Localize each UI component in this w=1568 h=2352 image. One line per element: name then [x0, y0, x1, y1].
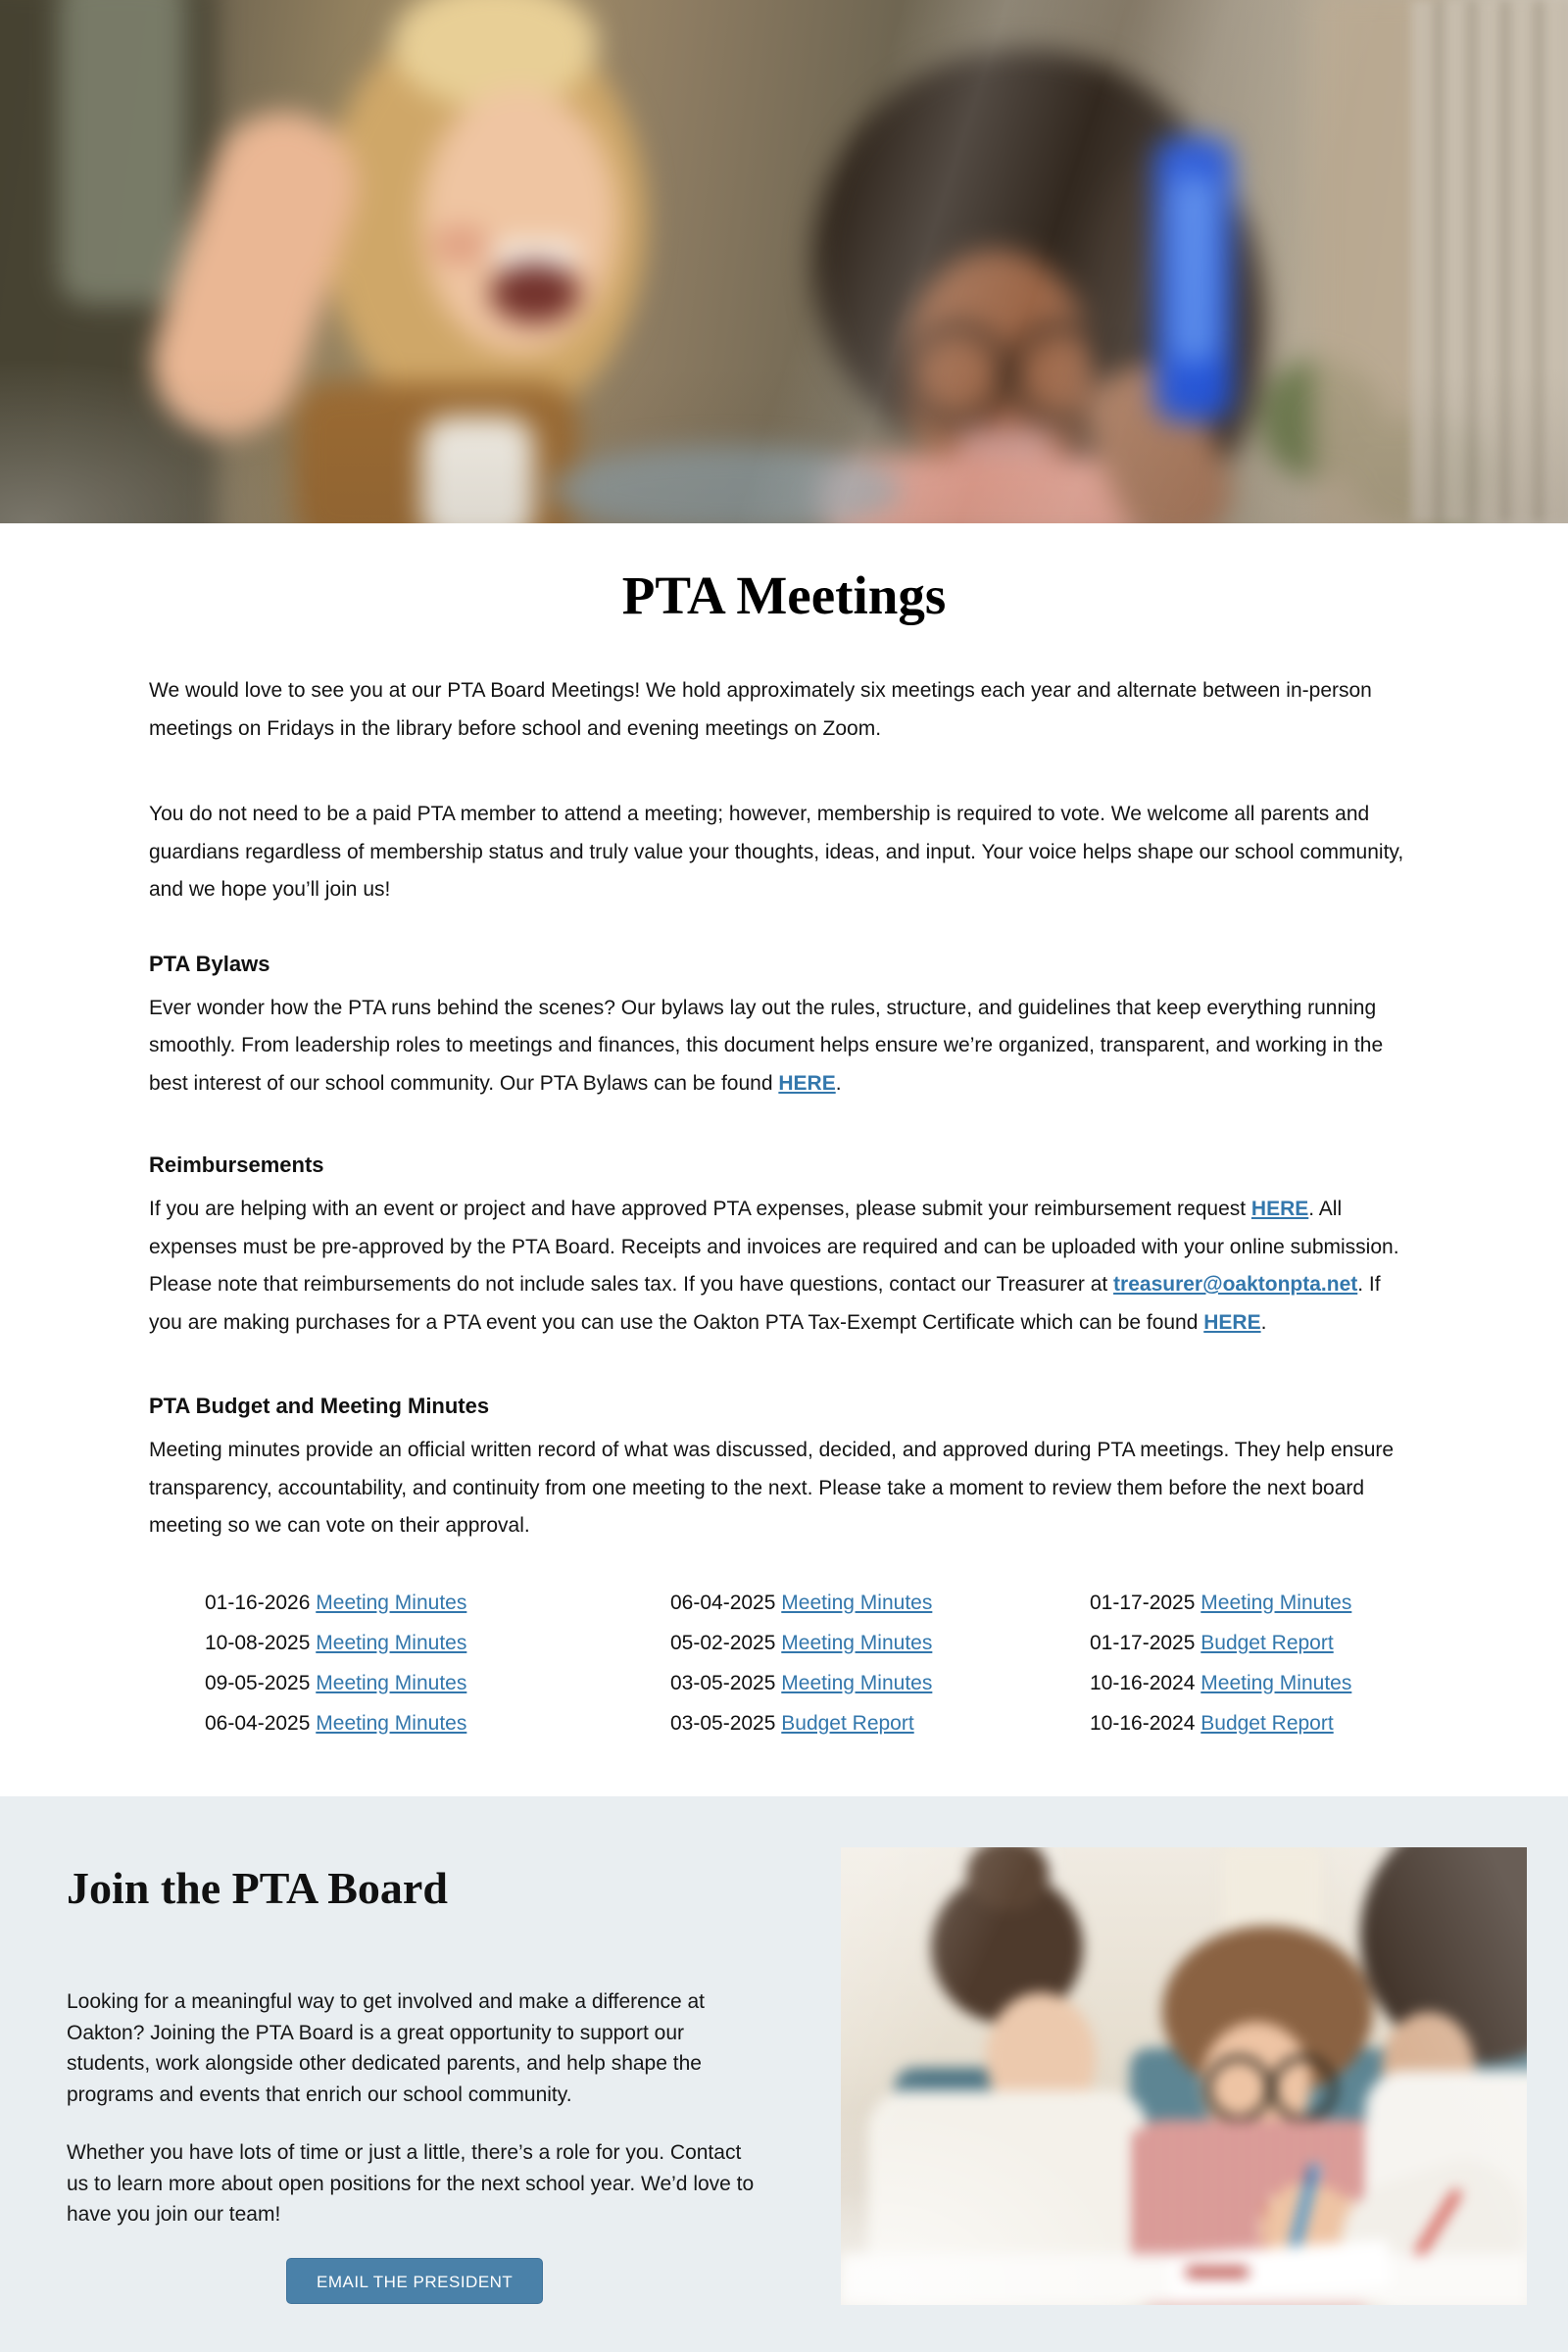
intro-paragraph-2: You do not need to be a paid PTA member to attend a meeting; however, membership is required to vote. We welcome all parents and guardians regardless of membership status and truly value your thoughts, ideas, and input. Your voice helps shape our school community, and we hope you’ll join us!	[149, 803, 1404, 901]
join-text-column	[67, 1796, 764, 2304]
minutes-row	[205, 1663, 466, 1703]
reimbursement-here-link[interactable]: HERE	[1250, 1198, 1309, 1220]
minutes-column-2	[670, 1583, 932, 1743]
budget-minutes-paragraph: Meeting minutes provide an official written record of what was discussed, decided, and approved during PTA meetings. They help ensure transparency, accountability, and continuity from one meeting to the next. Please take a moment to review them before the next board meeting so we can vote on their approval.	[149, 1439, 1395, 1537]
budget-minutes-heading: PTA Budget and Meeting Minutes	[149, 1394, 490, 1418]
minutes-date: 05-02-2025	[670, 1631, 776, 1654]
minutes-link[interactable]: Meeting Minutes	[316, 1671, 467, 1694]
minutes-link[interactable]: Budget Report	[1200, 1711, 1334, 1735]
text-segment: . If you are making purchases for a PTA event you can use the Oakton PTA Tax-Exempt Certificate which can be found	[149, 1273, 1381, 1334]
minutes-grid	[149, 1583, 1419, 1749]
minutes-row	[670, 1663, 932, 1703]
text-segment: . All expenses must be pre-approved by the PTA Board. Receipts and invoices are required and can be uploaded with your online submission. Please note that reimbursements do not include sales tax. If you have questions, contact our Treasurer at	[149, 1198, 1399, 1296]
minutes-date: 10-16-2024	[1090, 1671, 1196, 1694]
minutes-link[interactable]: Meeting Minutes	[781, 1671, 933, 1694]
main-content	[149, 672, 1419, 1749]
join-title: Join the PTA Board	[67, 1863, 448, 1913]
join-section	[0, 1796, 1568, 2352]
minutes-row	[205, 1583, 466, 1623]
email-president-button[interactable]: EMAIL THE PRESIDENT	[286, 2258, 543, 2304]
minutes-row	[1090, 1703, 1351, 1743]
minutes-date: 01-16-2026	[205, 1591, 311, 1614]
tax-exempt-here-link[interactable]: HERE	[1203, 1310, 1261, 1334]
join-paragraph-1: Looking for a meaningful way to get involved and make a difference at Oakton? Joining the PTA Board is a great opportunity to support our students, work alongside other dedicated parents, and help shape the programs and events that enrich our school community.	[67, 1990, 706, 2106]
text-segment: .	[835, 1071, 842, 1095]
text-segment: Ever wonder how the PTA runs behind the scenes? Our bylaws lay out the rules, structure, and guidelines that keep everything running smoothly. From leadership roles to meetings and finances, this document helps ensure we’re organized, transparent, and working in the best interest of our school community. Our PTA Bylaws can be found	[149, 996, 1384, 1095]
minutes-date: 03-05-2025	[670, 1711, 776, 1735]
text-segment: .	[1260, 1310, 1267, 1334]
minutes-link[interactable]: Budget Report	[781, 1711, 914, 1735]
minutes-column-3	[1090, 1583, 1351, 1743]
minutes-row	[670, 1583, 932, 1623]
minutes-date: 10-08-2025	[205, 1631, 311, 1654]
join-photo-reflection	[841, 1847, 1527, 2305]
text-segment: If you are helping with an event or project and have approved PTA expenses, please submit your reimbursement request	[149, 1198, 1251, 1220]
main-section	[0, 523, 1568, 1796]
minutes-date: 06-04-2025	[205, 1711, 311, 1735]
minutes-row	[205, 1623, 466, 1663]
minutes-row	[1090, 1583, 1351, 1623]
minutes-row	[670, 1703, 932, 1743]
intro-paragraph-1: We would love to see you at our PTA Board Meetings! We hold approximately six meetings each year and alternate between in-person meetings on Fridays in the library before school and evening meetings on Zoom.	[149, 679, 1372, 740]
minutes-row	[1090, 1663, 1351, 1703]
minutes-link[interactable]: Meeting Minutes	[1200, 1591, 1352, 1614]
minutes-date: 01-17-2025	[1090, 1591, 1196, 1614]
join-paragraph-2: Whether you have lots of time or just a little, there’s a role for you. Contact us to learn more about open positions for the next school year. We’d love to have you join our team!	[67, 2141, 755, 2226]
minutes-link[interactable]: Budget Report	[1200, 1631, 1334, 1654]
minutes-row	[205, 1703, 466, 1743]
hero-glass-reflection	[0, 0, 1568, 523]
join-photo	[841, 1847, 1527, 2305]
minutes-column-1	[205, 1583, 466, 1743]
minutes-link[interactable]: Meeting Minutes	[781, 1591, 933, 1614]
reimbursements-paragraph	[149, 1191, 1419, 1342]
minutes-link[interactable]: Meeting Minutes	[781, 1631, 933, 1654]
minutes-date: 10-16-2024	[1090, 1711, 1196, 1735]
hero-photo	[0, 0, 1568, 523]
minutes-row	[1090, 1623, 1351, 1663]
minutes-link[interactable]: Meeting Minutes	[316, 1591, 467, 1614]
bylaws-here-link[interactable]: HERE	[778, 1071, 836, 1095]
minutes-date: 06-04-2025	[670, 1591, 776, 1614]
minutes-link[interactable]: Meeting Minutes	[316, 1711, 467, 1735]
minutes-link[interactable]: Meeting Minutes	[1200, 1671, 1352, 1694]
minutes-date: 03-05-2025	[670, 1671, 776, 1694]
treasurer-email-link[interactable]: treasurer@oaktonpta.net	[1113, 1273, 1358, 1296]
page-title: PTA Meetings	[621, 565, 947, 625]
minutes-row	[670, 1623, 932, 1663]
minutes-date: 01-17-2025	[1090, 1631, 1196, 1654]
minutes-link[interactable]: Meeting Minutes	[316, 1631, 467, 1654]
bylaws-heading: PTA Bylaws	[149, 951, 270, 976]
minutes-date: 09-05-2025	[205, 1671, 311, 1694]
reimbursements-heading: Reimbursements	[149, 1152, 324, 1177]
bylaws-paragraph	[149, 990, 1419, 1103]
